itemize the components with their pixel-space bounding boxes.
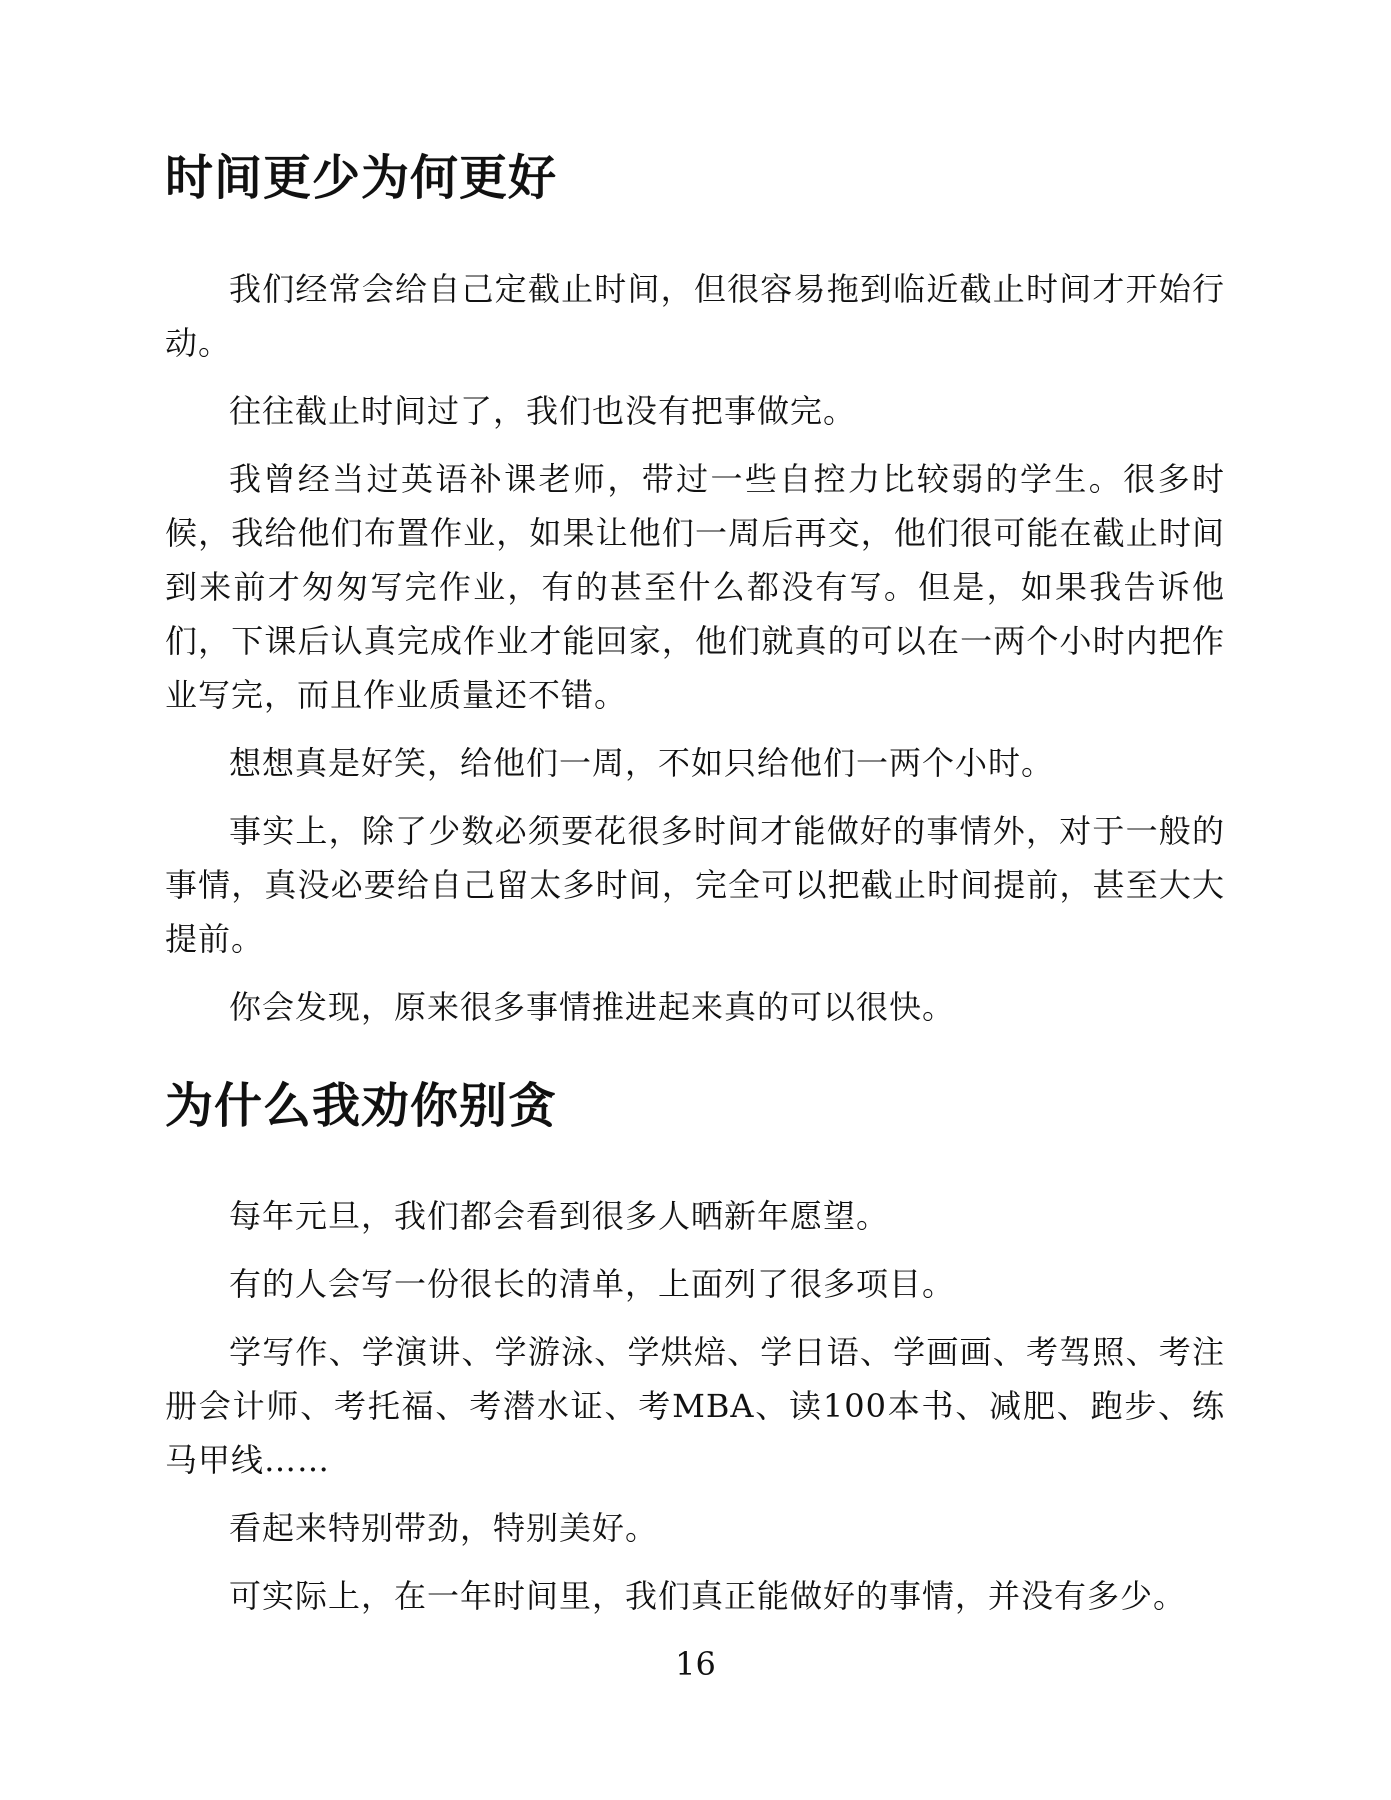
section-title: 为什么我劝你别贪 <box>165 1077 558 1134</box>
paragraph: 想想真是好笑，给他们一周，不如只给他们一两个小时。 <box>229 743 1055 782</box>
paragraph: 学写作、学演讲、学游泳、学烘焙、学日语、学画画、考驾照、考注册会计师、考托福、考潜水证、考MBA、读100本书、减肥、跑步、练马甲线…… <box>165 1333 1225 1480</box>
section-title: 时间更少为何更好 <box>165 150 558 206</box>
paragraph: 往往截止时间过了，我们也没有把事做完。 <box>229 391 857 430</box>
paragraph: 每年元旦，我们都会看到很多人晒新年愿望。 <box>229 1197 890 1236</box>
section-body <box>165 262 1225 1034</box>
page-content <box>165 150 1225 1637</box>
paragraph: 我们经常会给自己定截止时间，但很容易拖到临近截止时间才开始行动。 <box>165 269 1225 362</box>
section-body <box>165 1189 1225 1623</box>
paragraph: 看起来特别带劲，特别美好。 <box>229 1509 659 1548</box>
paragraph: 事实上，除了少数必须要花很多时间才能做好的事情外，对于一般的事情，真没必要给自己留太多时间，完全可以把截止时间提前，甚至大大提前。 <box>165 811 1225 958</box>
section-dont-be-greedy <box>165 1078 1225 1624</box>
paragraph: 你会发现，原来很多事情推进起来真的可以很快。 <box>229 987 956 1026</box>
section-less-time-better <box>165 150 1225 1034</box>
page-number: 16 <box>675 1645 716 1683</box>
paragraph: 我曾经当过英语补课老师，带过一些自控力比较弱的学生。很多时候，我给他们布置作业，如果让他们一周后再交，他们很可能在截止时间到来前才匆匆写完作业，有的甚至什么都没有写。但是，如果我告诉他们，下课后认真完成作业才能回家，他们就真的可以在一两个小时内把作业写完，而且作业质量还不错。 <box>165 459 1225 714</box>
paragraph: 可实际上，在一年时间里，我们真正能做好的事情，并没有多少。 <box>229 1577 1187 1616</box>
paragraph: 有的人会写一份很长的清单，上面列了很多项目。 <box>229 1265 956 1304</box>
